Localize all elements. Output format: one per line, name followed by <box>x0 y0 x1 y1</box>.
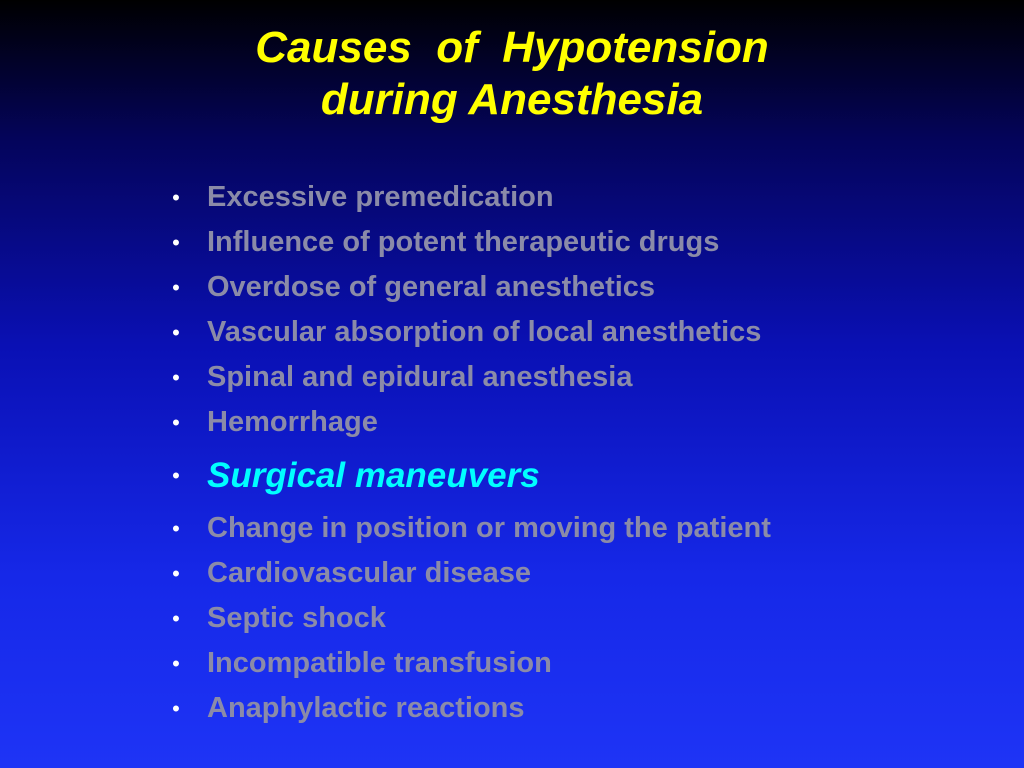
list-item-text: Hemorrhage <box>207 406 378 438</box>
list-item <box>166 641 771 686</box>
list-item-text: Overdose of general anesthetics <box>207 271 656 303</box>
list-item <box>166 355 771 400</box>
list-item <box>166 265 771 310</box>
list-item-text: Incompatible transfusion <box>207 647 552 679</box>
list-item <box>166 686 771 731</box>
bullet-icon: • <box>172 561 180 586</box>
bullet-icon: • <box>172 275 180 300</box>
bullet-list <box>166 175 771 731</box>
bullet-icon: • <box>172 463 180 488</box>
bullet-icon: • <box>172 516 180 541</box>
list-item <box>166 596 771 641</box>
list-item <box>166 400 771 445</box>
slide-title <box>0 22 1024 126</box>
bullet-icon: • <box>172 185 180 210</box>
bullet-icon: • <box>172 365 180 390</box>
list-item-text: Anaphylactic reactions <box>207 692 525 724</box>
list-item-text: Vascular absorption of local anesthetics <box>207 316 762 348</box>
list-item-text: Septic shock <box>207 602 386 634</box>
bullet-icon: • <box>172 410 180 435</box>
list-item-text: Influence of potent therapeutic drugs <box>207 226 720 258</box>
list-item-text: Change in position or moving the patient <box>207 512 771 544</box>
list-item-text: Excessive premedication <box>207 181 554 213</box>
list-item <box>166 220 771 265</box>
list-item <box>166 506 771 551</box>
list-item-text: Cardiovascular disease <box>207 557 532 589</box>
list-item <box>166 551 771 596</box>
list-item <box>166 175 771 220</box>
bullet-icon: • <box>172 696 180 721</box>
bullet-icon: • <box>172 320 180 345</box>
bullet-icon: • <box>172 230 180 255</box>
title-line-2: during Anesthesia <box>320 75 704 124</box>
list-item-text: Spinal and epidural anesthesia <box>207 361 633 393</box>
title-line-1: Causes of Hypotension <box>255 23 769 72</box>
list-item-text: Surgical maneuvers <box>207 456 540 495</box>
bullet-icon: • <box>172 651 180 676</box>
bullet-icon: • <box>172 606 180 631</box>
list-item <box>166 310 771 355</box>
list-item-highlighted <box>166 445 771 506</box>
